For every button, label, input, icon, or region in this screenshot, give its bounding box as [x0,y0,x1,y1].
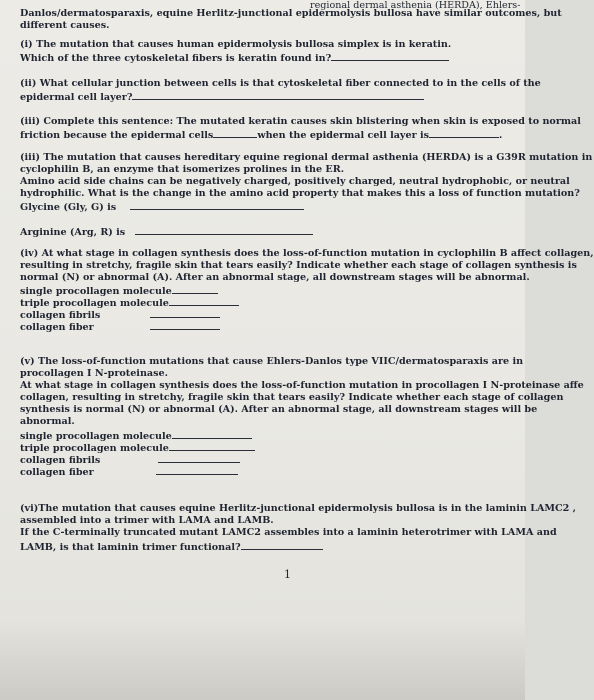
q3-line2c: . [499,130,503,141]
stage-label: single procollagen molecule [20,286,172,297]
answer-blank[interactable] [156,465,238,475]
header-line1: Danlos/dermatosparaxis, equine Herlitz-junctional epidermolysis bullosa have similar outcomes, but [20,8,562,19]
answer-blank[interactable] [213,128,257,138]
q1-line2 [20,51,449,65]
q7-line4 [20,540,323,554]
q4-line2: cyclophilin B, an enzyme that isomerizes prolines in the ER. [20,164,345,175]
q5-line1: (iv) At what stage in collagen synthesis does the loss-of-function mutation in cyclophilin B affect collagen, [20,248,594,259]
q6-stage-4 [20,465,238,479]
q4-arginine [20,225,313,239]
q6-line5: synthesis is normal (N) or abnormal (A). After an abnormal stage, all downstream stages will be [20,404,538,415]
stage-label: triple procollagen molecule [20,298,169,309]
q6-line4: collagen, resulting in stretchy, fragile skin that tears easily? Indicate whether each stage of collagen [20,392,564,403]
q7-line4-text: LAMB, is that laminin trimer functional? [20,542,241,553]
answer-blank[interactable] [172,284,218,294]
q6-line2: procollagen I N-proteinase. [20,368,168,379]
stage-label: single procollagen molecule [20,431,172,442]
stage-label: collagen fiber [20,322,94,333]
answer-blank[interactable] [169,296,239,306]
answer-blank[interactable] [172,429,252,439]
q4-line4: hydrophilic. What is the change in the amino acid property that makes this a loss of function mutation? [20,188,580,199]
q7-line3: If the C-terminally truncated mutant LAMC2 assembles into a laminin heterotrimer with LAMA and [20,527,557,538]
q2-line2-text: epidermal cell layer? [20,92,133,103]
q5-line2: resulting in stretchy, fragile skin that tears easily? Indicate whether each stage of collagen synthesis is [20,260,577,271]
q3-line2b: when the epidermal cell layer is [257,130,430,141]
q4-glycine [20,200,304,214]
answer-blank[interactable] [135,225,313,235]
q6-line6: abnormal. [20,416,75,427]
answer-blank[interactable] [158,453,240,463]
stage-label: collagen fibrils [20,310,101,321]
stage-label: collagen fibrils [20,455,101,466]
q2-line1: (ii) What cellular junction between cells is that cytoskeletal fiber connected to in the cells of the [20,78,541,89]
q1-line1: (i) The mutation that causes human epidermolysis bullosa simplex is in keratin. [20,39,452,50]
answer-blank[interactable] [241,540,323,550]
glycine-label: Glycine (Gly, G) is [20,202,117,213]
arginine-label: Arginine (Arg, R) is [20,227,126,238]
header-line2: different causes. [20,20,110,31]
answer-blank[interactable] [130,200,304,210]
answer-blank[interactable] [132,90,424,100]
answer-blank[interactable] [331,51,449,61]
answer-blank[interactable] [150,308,220,318]
q6-line3: At what stage in collagen synthesis does the loss-of-function mutation in procollagen I N-proteinase affe [20,380,584,391]
header-line1-right: regional dermal asthenia (HERDA), Ehlers- [310,0,521,11]
answer-blank[interactable] [150,320,220,330]
q3-line1: (iii) Complete this sentence: The mutated keratin causes skin blistering when skin is exposed to normal [20,116,581,127]
q5-line3: normal (N) or abnormal (A). After an abnormal stage, all downstream stages will be abnormal. [20,272,530,283]
stage-label: triple procollagen molecule [20,443,169,454]
q4-line3: Amino acid side chains can be negatively charged, positively charged, neutral hydrophobic, or neutral [20,176,570,187]
answer-blank[interactable] [169,441,255,451]
stage-label: collagen fiber [20,467,94,478]
q6-line1: (v) The loss-of-function mutations that cause Ehlers-Danlos type VIIC/dermatosparaxis are in [20,356,524,367]
q3-line2a: friction because the epidermal cells [20,130,214,141]
answer-blank[interactable] [429,128,499,138]
q1-line2-text: Which of the three cytoskeletal fibers is keratin found in? [20,53,332,64]
q7-line1: (vi)The mutation that causes equine Herlitz-junctional epidermolysis bullosa is in the laminin LAMC2 , [20,503,577,514]
q5-stage-4 [20,320,220,334]
page-number: 1 [284,568,291,581]
q3-line2 [20,128,502,142]
lighting-shadow [0,620,525,700]
q2-line2 [20,90,424,104]
q4-line1: (iii) The mutation that causes hereditary equine regional dermal asthenia (HERDA) is a G39R mutation in [20,152,593,163]
q7-line2: assembled into a trimer with LAMA and LAMB. [20,515,274,526]
